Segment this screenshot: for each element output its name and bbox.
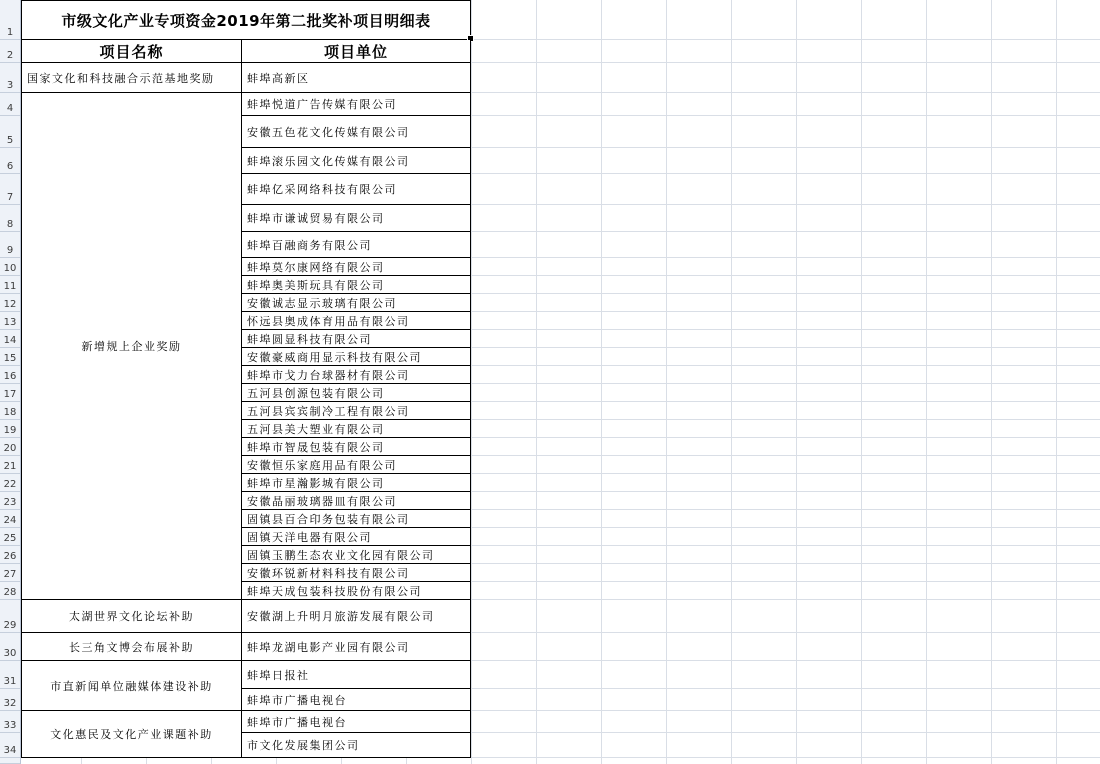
unit-cell[interactable]: 安徽豪威商用显示科技有限公司 (242, 348, 471, 366)
row-number[interactable]: 3 (0, 63, 20, 93)
unit-cell[interactable]: 市文化发展集团公司 (242, 733, 471, 758)
row-number[interactable]: 2 (0, 40, 20, 63)
unit-cell[interactable]: 蚌埠高新区 (242, 63, 471, 93)
unit-cell[interactable]: 蚌埠天成包装科技股份有限公司 (242, 582, 471, 600)
row-number[interactable]: 34 (0, 733, 20, 758)
unit-cell[interactable]: 蚌埠市星瀚影城有限公司 (242, 474, 471, 492)
unit-cell[interactable]: 蚌埠滚乐园文化传媒有限公司 (242, 148, 471, 174)
category-cell[interactable]: 新增规上企业奖励 (21, 93, 242, 600)
unit-cell[interactable]: 安徽五色花文化传媒有限公司 (242, 116, 471, 148)
row-number[interactable]: 25 (0, 528, 20, 546)
row-number[interactable]: 31 (0, 661, 20, 689)
header-project-name[interactable]: 项目名称 (21, 40, 242, 63)
unit-cell[interactable]: 蚌埠市智晟包装有限公司 (242, 438, 471, 456)
unit-cell[interactable]: 怀远县奥成体育用品有限公司 (242, 312, 471, 330)
unit-cell[interactable]: 蚌埠市戈力台球器材有限公司 (242, 366, 471, 384)
row-number[interactable]: 32 (0, 689, 20, 711)
row-number[interactable]: 23 (0, 492, 20, 510)
row-number[interactable]: 9 (0, 232, 20, 258)
row-number[interactable]: 4 (0, 93, 20, 116)
unit-cell[interactable]: 蚌埠奥美斯玩具有限公司 (242, 276, 471, 294)
row-number[interactable]: 8 (0, 205, 20, 232)
category-cell[interactable]: 长三角文博会布展补助 (21, 633, 242, 661)
unit-cell[interactable]: 蚌埠莫尔康网络有限公司 (242, 258, 471, 276)
row-number[interactable]: 18 (0, 402, 20, 420)
unit-cell[interactable]: 蚌埠圆显科技有限公司 (242, 330, 471, 348)
row-number[interactable]: 27 (0, 564, 20, 582)
row-number[interactable]: 30 (0, 633, 20, 661)
row-number[interactable]: 19 (0, 420, 20, 438)
sheet-title[interactable]: 市级文化产业专项资金2019年第二批奖补项目明细表 (21, 0, 471, 40)
unit-cell[interactable]: 固镇天洋电器有限公司 (242, 528, 471, 546)
unit-cell[interactable]: 蚌埠市广播电视台 (242, 689, 471, 711)
unit-cell[interactable]: 蚌埠悦道广告传媒有限公司 (242, 93, 471, 116)
category-cell[interactable]: 文化惠民及文化产业课题补助 (21, 711, 242, 758)
unit-cell[interactable]: 五河县美大塑业有限公司 (242, 420, 471, 438)
unit-cell[interactable]: 安徽环锐新材料科技有限公司 (242, 564, 471, 582)
unit-cell[interactable]: 固镇玉鹏生态农业文化园有限公司 (242, 546, 471, 564)
category-cell[interactable]: 国家文化和科技融合示范基地奖励 (21, 63, 242, 93)
row-number[interactable]: 12 (0, 294, 20, 312)
row-number[interactable]: 14 (0, 330, 20, 348)
row-number[interactable]: 10 (0, 258, 20, 276)
row-number[interactable]: 22 (0, 474, 20, 492)
row-number[interactable]: 16 (0, 366, 20, 384)
row-number[interactable]: 20 (0, 438, 20, 456)
row-number[interactable]: 5 (0, 116, 20, 148)
unit-cell[interactable]: 五河县宾宾制冷工程有限公司 (242, 402, 471, 420)
row-number[interactable]: 15 (0, 348, 20, 366)
unit-cell[interactable]: 蚌埠市谦诚贸易有限公司 (242, 205, 471, 232)
row-number[interactable]: 1 (0, 0, 20, 40)
header-project-unit[interactable]: 项目单位 (242, 40, 471, 63)
unit-cell[interactable]: 蚌埠市广播电视台 (242, 711, 471, 733)
row-number[interactable]: 26 (0, 546, 20, 564)
row-number[interactable]: 24 (0, 510, 20, 528)
row-number[interactable]: 29 (0, 600, 20, 633)
unit-cell[interactable]: 安徽诚志显示玻璃有限公司 (242, 294, 471, 312)
row-number[interactable]: 33 (0, 711, 20, 733)
unit-cell[interactable]: 蚌埠百融商务有限公司 (242, 232, 471, 258)
row-number[interactable]: 21 (0, 456, 20, 474)
row-number[interactable]: 11 (0, 276, 20, 294)
row-number[interactable]: 6 (0, 148, 20, 174)
unit-cell[interactable]: 五河县创源包装有限公司 (242, 384, 471, 402)
row-number[interactable]: 7 (0, 174, 20, 205)
category-cell[interactable]: 太湖世界文化论坛补助 (21, 600, 242, 633)
row-number[interactable]: 28 (0, 582, 20, 600)
unit-cell[interactable]: 蚌埠亿采网络科技有限公司 (242, 174, 471, 205)
unit-cell[interactable]: 固镇县百合印务包装有限公司 (242, 510, 471, 528)
unit-cell[interactable]: 安徽湖上升明月旅游发展有限公司 (242, 600, 471, 633)
row-number[interactable]: 13 (0, 312, 20, 330)
category-cell[interactable]: 市直新闻单位融媒体建设补助 (21, 661, 242, 711)
unit-cell[interactable]: 蚌埠日报社 (242, 661, 471, 689)
unit-cell[interactable]: 安徽晶丽玻璃器皿有限公司 (242, 492, 471, 510)
unit-cell[interactable]: 蚌埠龙湖电影产业园有限公司 (242, 633, 471, 661)
row-number[interactable]: 17 (0, 384, 20, 402)
unit-cell[interactable]: 安徽恒乐家庭用品有限公司 (242, 456, 471, 474)
